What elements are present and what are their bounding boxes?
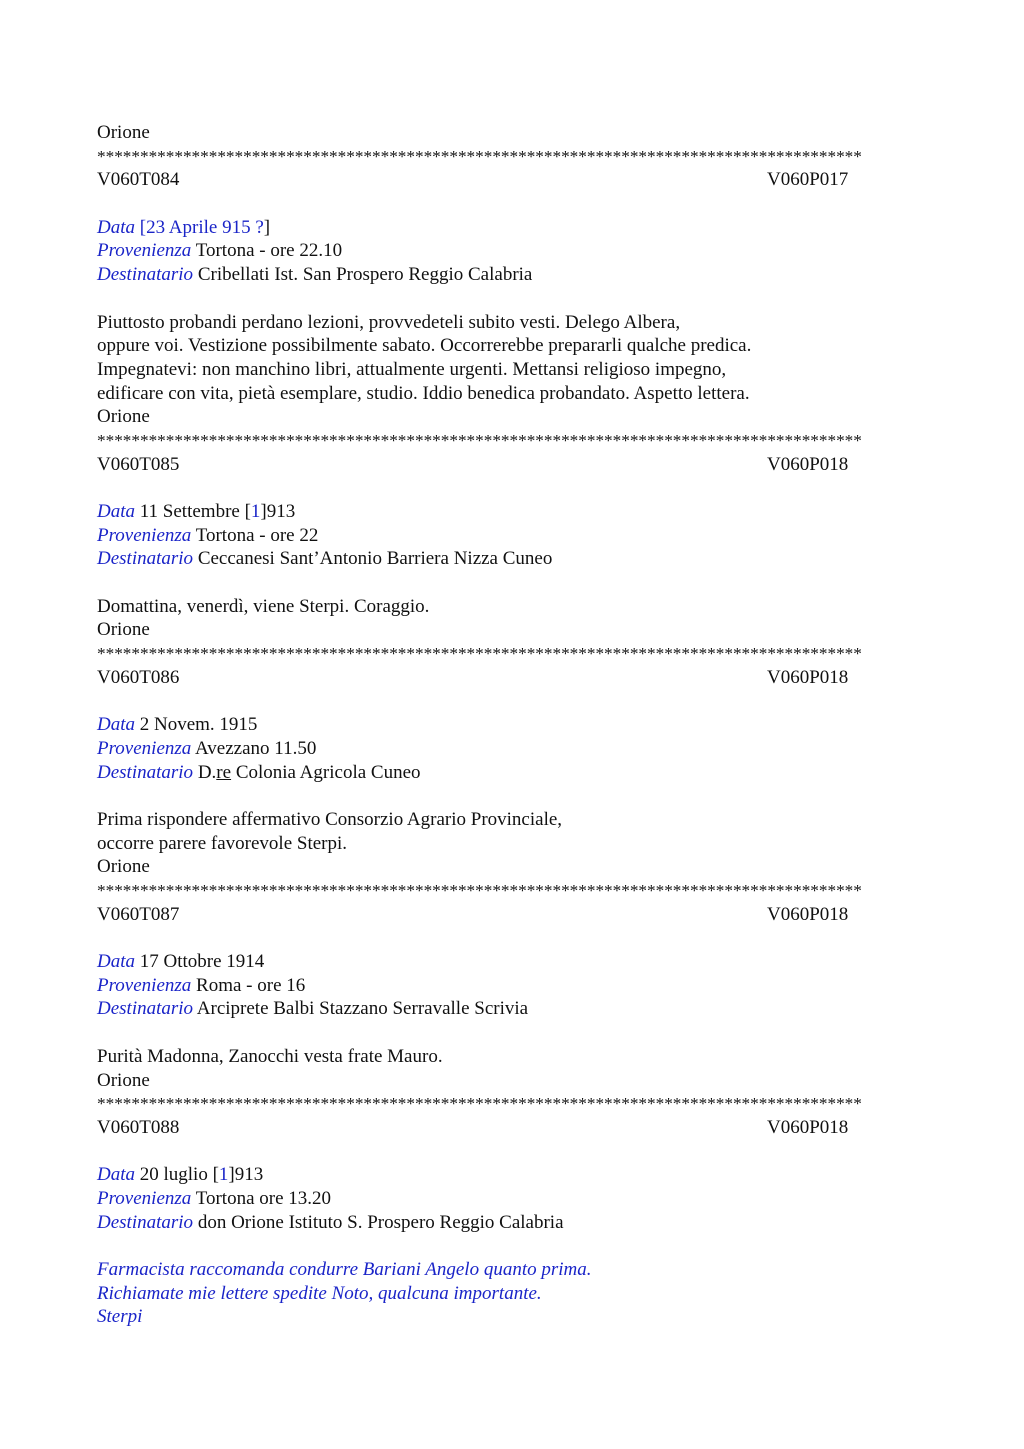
destinatario-value-pre: D. (197, 761, 217, 783)
destinatario-label: Destinatario (97, 761, 194, 783)
data-value-editorial: [23 Aprile 915 ? (139, 216, 264, 238)
body-line: Richiamate mie lettere spedite Noto, qualcuna importante. (97, 1282, 542, 1304)
provenienza-line (97, 1187, 927, 1211)
data-value: 2 Novem. 1915 (139, 714, 258, 736)
telegram-entry (97, 666, 927, 879)
destinatario-label: Destinatario (97, 1211, 194, 1233)
destinatario-line (97, 263, 927, 287)
destinatario-value: Arciprete Balbi Stazzano Serravalle Scrivia (196, 998, 529, 1020)
entry-header (97, 453, 927, 477)
entry-code: V060T085 (97, 453, 180, 475)
data-value-post: ]913 (228, 1164, 264, 1186)
data-line (97, 1163, 927, 1187)
entry-header (97, 1116, 927, 1140)
destinatario-value-post: Colonia Agricola Cuneo (231, 761, 421, 783)
data-value-editorial: 1 (250, 501, 261, 522)
destinatario-value: don Orione Istituto S. Prospero Reggio Calabria (197, 1211, 564, 1233)
separator: ***************************************************************************************** (97, 644, 862, 664)
destinatario-label: Destinatario (97, 998, 194, 1020)
entry-code: V060T088 (97, 1116, 180, 1138)
data-value-editorial: 1 (218, 1164, 229, 1186)
provenienza-value: Tortona ore 13.20 (195, 1187, 332, 1209)
entry-code: V060T084 (97, 169, 180, 191)
signature: Sterpi (97, 1306, 143, 1328)
body-line: Impegnatevi: non manchino libri, attualmente urgenti. Mettansi religioso impegno, (97, 358, 727, 380)
separator: ***************************************************************************************** (97, 1094, 862, 1114)
data-value-pre: 20 luglio [ (139, 1164, 219, 1186)
data-label: Data (97, 951, 135, 973)
data-line (97, 713, 927, 737)
provenienza-label: Provenienza (97, 240, 192, 262)
separator: ***************************************************************************************** (97, 881, 862, 900)
entry-header (97, 903, 927, 927)
destinatario-value-underlined: re (216, 761, 232, 783)
data-value: 17 Ottobre 1914 (139, 951, 265, 973)
data-value-pre: 11 Settembre [ (139, 501, 251, 522)
provenienza-value: Avezzano 11.50 (194, 737, 317, 759)
document-page (97, 121, 927, 1329)
separator: ***************************************************************************************** (97, 146, 862, 166)
signature: Orione (97, 856, 150, 878)
data-label: Data (97, 1164, 135, 1186)
body-line: oppure voi. Vestizione possibilmente sabato. Occorrerebbe prepararli qualche predica. (97, 335, 752, 357)
signature: Orione (97, 619, 150, 641)
body-line: occorre parere favorevole Sterpi. (97, 832, 348, 854)
page-code: V060P018 (767, 453, 849, 475)
provenienza-label: Provenienza (97, 737, 192, 759)
page-code: V060P017 (767, 169, 849, 191)
destinatario-label: Destinatario (97, 264, 194, 286)
destinatario-line (97, 997, 927, 1021)
destinatario-label: Destinatario (97, 548, 194, 570)
data-line (97, 216, 927, 240)
telegram-entry (97, 903, 927, 1093)
body-line: Farmacista raccomanda condurre Bariani Angelo quanto prima. (97, 1259, 592, 1280)
entry-code: V060T086 (97, 666, 180, 688)
destinatario-line (97, 1211, 927, 1235)
provenienza-value: Tortona - ore 22 (195, 524, 319, 546)
signature: Orione (97, 406, 150, 428)
provenienza-label: Provenienza (97, 974, 192, 996)
entry-header (97, 168, 927, 192)
provenienza-line (97, 974, 927, 998)
destinatario-value: Ceccanesi Sant’Antonio Barriera Nizza Cuneo (197, 548, 553, 570)
body-line: edificare con vita, pietà esemplare, studio. Iddio benedica probandato. Aspetto lettera. (97, 382, 750, 404)
data-value-post: ] (263, 216, 271, 238)
page-code: V060P018 (767, 903, 849, 925)
body-line: Purità Madonna, Zanocchi vesta frate Mauro. (97, 1045, 443, 1067)
provenienza-line (97, 239, 927, 263)
entry-code: V060T087 (97, 903, 180, 925)
data-value-post: ]913 (260, 501, 296, 522)
page-code: V060P018 (767, 666, 849, 688)
data-label: Data (97, 501, 135, 522)
data-line (97, 500, 927, 524)
provenienza-label: Provenienza (97, 524, 192, 546)
data-label: Data (97, 714, 135, 736)
destinatario-line (97, 761, 927, 785)
telegram-entry (97, 168, 927, 429)
data-label: Data (97, 216, 135, 238)
destinatario-line (97, 547, 927, 571)
body-line: Prima rispondere affermativo Consorzio Agrario Provinciale, (97, 808, 563, 830)
data-line (97, 950, 927, 974)
body-line: Domattina, venerdì, viene Sterpi. Coraggio. (97, 595, 430, 617)
entry-header (97, 666, 927, 690)
provenienza-line (97, 737, 927, 761)
separator: ***************************************************************************************** (97, 430, 862, 450)
body-line: Piuttosto probandi perdano lezioni, provvedeteli subito vesti. Delego Albera, (97, 311, 681, 333)
provenienza-label: Provenienza (97, 1187, 192, 1209)
telegram-entry (97, 1116, 927, 1329)
signature: Orione (97, 1069, 150, 1091)
provenienza-value: Tortona - ore 22.10 (195, 240, 343, 262)
provenienza-line (97, 524, 927, 548)
page-code: V060P018 (767, 1116, 849, 1138)
destinatario-value: Cribellati Ist. San Prospero Reggio Calabria (197, 264, 533, 286)
signature: Orione (97, 122, 150, 143)
telegram-entry (97, 453, 927, 643)
provenienza-value: Roma - ore 16 (196, 974, 306, 996)
